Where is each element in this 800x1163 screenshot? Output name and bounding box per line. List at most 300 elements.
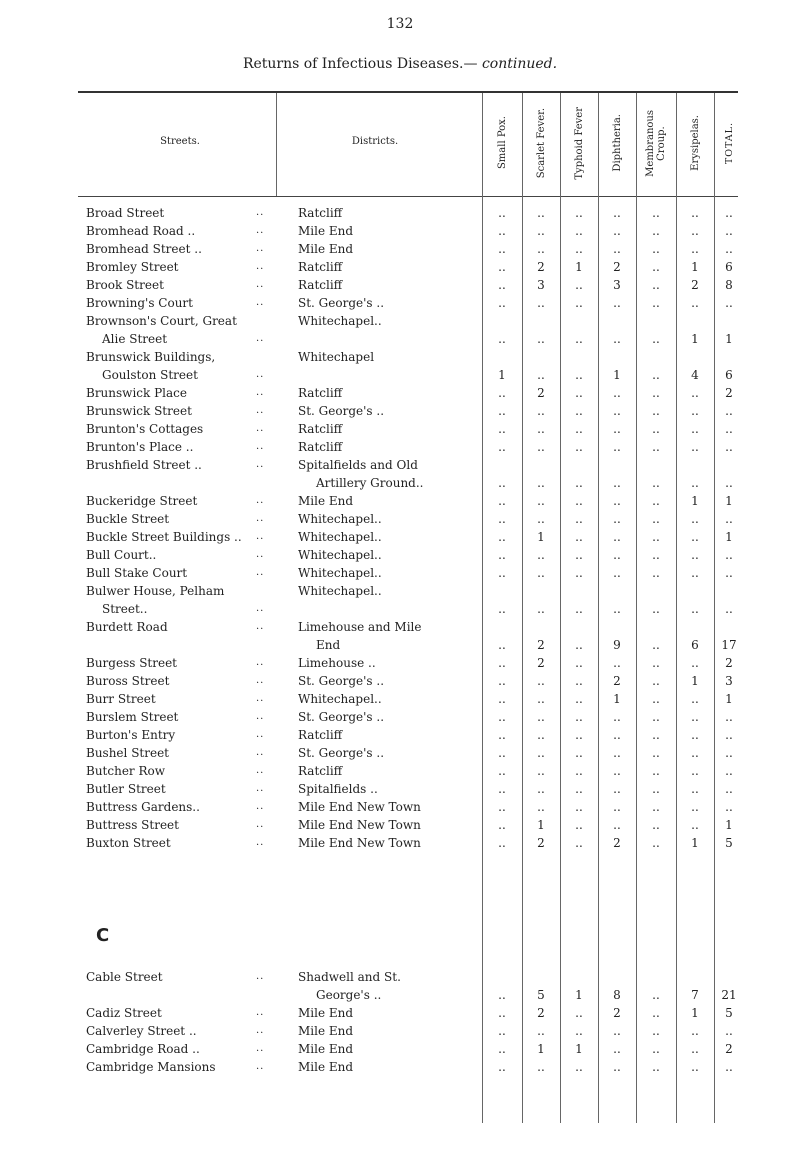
table-cell: 1: [575, 988, 583, 1002]
table-cell: 5: [725, 836, 733, 850]
table-cell: ..: [498, 242, 506, 256]
district-name: George's ..: [316, 988, 382, 1002]
street-name: Bull Court..: [86, 548, 157, 562]
table-cell: ..: [498, 512, 506, 526]
street-name: Brook Street: [86, 278, 164, 292]
table-cell: ..: [575, 728, 583, 742]
table-cell: ..: [613, 566, 621, 580]
table-cell: ..: [691, 386, 699, 400]
table-cell: ..: [613, 1024, 621, 1038]
district-name: Whitechapel..: [298, 692, 382, 706]
table-cell: ..: [613, 296, 621, 310]
table-cell: 1: [691, 332, 699, 346]
table-cell: ..: [498, 548, 506, 562]
table-cell: ..: [613, 404, 621, 418]
table-row-values: [0, 798, 800, 816]
header-typhoid-fever: Typhoid Fever: [573, 106, 585, 180]
table-cell: ..: [725, 746, 733, 760]
leader-dots: ..: [256, 549, 265, 560]
table-cell: ..: [613, 386, 621, 400]
street-name: Calverley Street ..: [86, 1024, 197, 1038]
district-name: St. George's ..: [298, 674, 385, 688]
street-name: Broad Street: [86, 206, 165, 220]
table-cell: 1: [725, 692, 733, 706]
table-cell: ..: [652, 224, 660, 238]
district-name: Mile End New Town: [298, 836, 421, 850]
table-cell: ..: [537, 746, 545, 760]
table-cell: ..: [537, 512, 545, 526]
street-name: Buckle Street: [86, 512, 170, 526]
table-cell: ..: [498, 494, 506, 508]
table-cell: ..: [575, 224, 583, 238]
street-name: Brunton's Place ..: [86, 440, 194, 454]
table-cell: ..: [575, 692, 583, 706]
table-row-values: [0, 294, 800, 312]
header-total: TOTAL.: [723, 121, 735, 165]
leader-dots: ..: [256, 495, 265, 506]
district-name: St. George's ..: [298, 746, 385, 760]
district-name: Ratcliff: [298, 278, 343, 292]
leader-dots: ..: [256, 567, 265, 578]
table-row-values: [0, 330, 800, 348]
leader-dots: ..: [256, 657, 265, 668]
table-cell: ..: [691, 224, 699, 238]
table-cell: ..: [652, 710, 660, 724]
table-row: [0, 968, 800, 986]
table-cell: ..: [725, 566, 733, 580]
table-row-values: [0, 240, 800, 258]
table-cell: ..: [537, 1024, 545, 1038]
table-cell: ..: [725, 548, 733, 562]
table-cell: ..: [725, 242, 733, 256]
leader-dots: ..: [256, 225, 265, 236]
table-cell: ..: [725, 800, 733, 814]
table-cell: ..: [725, 710, 733, 724]
table-row-values: [0, 708, 800, 726]
table-cell: ..: [537, 800, 545, 814]
table-row-values: [0, 690, 800, 708]
table-cell: ..: [537, 404, 545, 418]
table-cell: ..: [613, 782, 621, 796]
street-name: Brunswick Buildings,: [86, 350, 216, 364]
header-streets: Streets.: [160, 136, 200, 147]
table-row: [0, 456, 800, 474]
table-cell: ..: [652, 530, 660, 544]
district-name: Limehouse and Mile: [298, 620, 422, 634]
table-cell: 6: [725, 368, 733, 382]
table-cell: ..: [613, 746, 621, 760]
table-cell: ..: [498, 988, 506, 1002]
table-cell: ..: [652, 638, 660, 652]
district-name: Ratcliff: [298, 440, 343, 454]
street-name: Burslem Street: [86, 710, 179, 724]
table-cell: ..: [691, 566, 699, 580]
table-cell: ..: [652, 782, 660, 796]
leader-dots: ..: [256, 675, 265, 686]
table-cell: ..: [652, 476, 660, 490]
table-cell: ..: [498, 674, 506, 688]
table-cell: ..: [498, 638, 506, 652]
street-name: Burgess Street: [86, 656, 178, 670]
table-cell: 2: [725, 1042, 733, 1056]
leader-dots: ..: [256, 297, 265, 308]
table-cell: ..: [498, 728, 506, 742]
table-cell: ..: [575, 206, 583, 220]
table-cell: ..: [725, 1060, 733, 1074]
table-cell: ..: [725, 1024, 733, 1038]
table-cell: 1: [691, 674, 699, 688]
street-name: Butler Street: [86, 782, 166, 796]
table-cell: ..: [498, 1024, 506, 1038]
table-row-values: [0, 780, 800, 798]
table-cell: ..: [725, 440, 733, 454]
table-cell: 1: [537, 818, 545, 832]
table-cell: ..: [537, 674, 545, 688]
street-name: Bushel Street: [86, 746, 169, 760]
table-cell: ..: [537, 224, 545, 238]
table-cell: ..: [498, 404, 506, 418]
table-cell: ..: [725, 782, 733, 796]
table-cell: ..: [725, 422, 733, 436]
table-cell: ..: [613, 512, 621, 526]
street-name: Cable Street: [86, 970, 163, 984]
street-name: Cambridge Mansions: [86, 1060, 216, 1074]
table-row-values: [0, 438, 800, 456]
leader-dots: ..: [256, 819, 265, 830]
table-cell: ..: [691, 530, 699, 544]
table-cell: ..: [652, 764, 660, 778]
leader-dots: ..: [256, 513, 265, 524]
table-cell: ..: [537, 440, 545, 454]
table-cell: ..: [652, 728, 660, 742]
table-cell: 2: [691, 278, 699, 292]
leader-dots: ..: [256, 1025, 265, 1036]
table-row-values: [0, 546, 800, 564]
table-cell: 6: [725, 260, 733, 274]
district-name: Spitalfields and Old: [298, 458, 418, 472]
table-cell: ..: [652, 278, 660, 292]
table-cell: ..: [575, 800, 583, 814]
table-cell: 17: [721, 638, 737, 652]
leader-dots: ..: [256, 837, 265, 848]
table-row-values: [0, 636, 800, 654]
table-cell: ..: [613, 818, 621, 832]
table-cell: ..: [613, 1060, 621, 1074]
district-name: Whitechapel..: [298, 314, 382, 328]
street-name: Bromhead Street ..: [86, 242, 202, 256]
header-diphtheria: Diphtheria.: [611, 114, 623, 172]
leader-dots: ..: [256, 441, 265, 452]
table-cell: ..: [691, 602, 699, 616]
table-cell: ..: [613, 656, 621, 670]
table-cell: ..: [498, 440, 506, 454]
street-name: Buckle Street Buildings ..: [86, 530, 242, 544]
table-row-values: [0, 366, 800, 384]
table-cell: 3: [725, 674, 733, 688]
table-cell: ..: [575, 548, 583, 562]
table-row: [0, 618, 800, 636]
table-cell: ..: [537, 422, 545, 436]
table-cell: 1: [725, 494, 733, 508]
table-cell: ..: [537, 242, 545, 256]
table-cell: ..: [652, 548, 660, 562]
table-cell: ..: [537, 332, 545, 346]
table-cell: 7: [691, 988, 699, 1002]
street-name: Bull Stake Court: [86, 566, 188, 580]
table-cell: ..: [575, 656, 583, 670]
leader-dots: ..: [256, 279, 265, 290]
district-name: St. George's ..: [298, 296, 385, 310]
street-name: Browning's Court: [86, 296, 193, 310]
table-cell: ..: [652, 566, 660, 580]
district-name: Whitechapel..: [298, 530, 382, 544]
street-name: Bromley Street: [86, 260, 179, 274]
table-cell: ..: [575, 242, 583, 256]
street-name: Buttress Street: [86, 818, 179, 832]
district-name: Ratcliff: [298, 260, 343, 274]
table-cell: ..: [498, 476, 506, 490]
header-districts: Districts.: [351, 136, 399, 147]
leader-dots: ..: [256, 765, 265, 776]
table-cell: 2: [537, 1006, 545, 1020]
header-erysipelas: Erysipelas.: [689, 115, 701, 171]
leader-dots: ..: [256, 531, 265, 542]
district-name: Ratcliff: [298, 206, 343, 220]
table-cell: ..: [575, 440, 583, 454]
leader-dots: ..: [256, 333, 265, 344]
table-cell: ..: [725, 728, 733, 742]
table-cell: ..: [725, 296, 733, 310]
table-cell: ..: [613, 728, 621, 742]
table-cell: 1: [498, 368, 506, 382]
district-name: Ratcliff: [298, 422, 343, 436]
table-cell: ..: [498, 422, 506, 436]
district-name: Mile End: [298, 1006, 354, 1020]
table-cell: ..: [691, 1024, 699, 1038]
table-cell: ..: [691, 1042, 699, 1056]
table-cell: ..: [652, 404, 660, 418]
table-cell: ..: [498, 278, 506, 292]
leader-dots: ..: [256, 783, 265, 794]
district-name: Spitalfields ..: [298, 782, 378, 796]
table-cell: ..: [613, 224, 621, 238]
table-cell: 1: [613, 692, 621, 706]
table-row-values: [0, 600, 800, 618]
table-cell: ..: [691, 782, 699, 796]
table-row-values: [0, 1040, 800, 1058]
table-cell: ..: [725, 512, 733, 526]
table-row-values: [0, 474, 800, 492]
table-row-values: [0, 672, 800, 690]
table-cell: 8: [613, 988, 621, 1002]
table-cell: ..: [691, 548, 699, 562]
table-cell: ..: [652, 386, 660, 400]
table-cell: ..: [575, 1006, 583, 1020]
table-cell: 1: [691, 1006, 699, 1020]
table-cell: ..: [613, 800, 621, 814]
leader-dots: ..: [256, 603, 265, 614]
section-letter: C: [96, 925, 110, 946]
table-cell: ..: [691, 818, 699, 832]
table-cell: ..: [498, 764, 506, 778]
table-cell: ..: [725, 224, 733, 238]
table-cell: ..: [613, 476, 621, 490]
table-cell: ..: [537, 710, 545, 724]
table-cell: ..: [691, 296, 699, 310]
leader-dots: ..: [256, 1043, 265, 1054]
table-cell: 6: [691, 638, 699, 652]
table-cell: ..: [498, 656, 506, 670]
table-cell: ..: [691, 728, 699, 742]
table-row-values: [0, 510, 800, 528]
table-cell: 1: [537, 530, 545, 544]
page-title-suffix: continued.: [481, 56, 558, 72]
table-cell: ..: [537, 548, 545, 562]
table-cell: ..: [652, 602, 660, 616]
table-cell: ..: [652, 1006, 660, 1020]
district-name: Ratcliff: [298, 386, 343, 400]
table-cell: ..: [498, 1060, 506, 1074]
table-cell: ..: [725, 764, 733, 778]
table-cell: ..: [575, 404, 583, 418]
table-cell: 1: [613, 368, 621, 382]
table-cell: 9: [613, 638, 621, 652]
table-cell: ..: [613, 422, 621, 436]
table-cell: ..: [652, 1042, 660, 1056]
table-cell: ..: [575, 530, 583, 544]
leader-dots: ..: [256, 711, 265, 722]
street-name: Brunswick Place: [86, 386, 187, 400]
street-name: Brunswick Street: [86, 404, 192, 418]
leader-dots: ..: [256, 369, 265, 380]
table-row-values: [0, 204, 800, 222]
street-name: Burr Street: [86, 692, 156, 706]
table-cell: ..: [652, 656, 660, 670]
table-cell: ..: [613, 494, 621, 508]
leader-dots: ..: [256, 693, 265, 704]
table-row-values: [0, 276, 800, 294]
table-cell: ..: [537, 602, 545, 616]
table-cell: ..: [652, 1024, 660, 1038]
table-cell: ..: [652, 674, 660, 688]
table-cell: 2: [537, 386, 545, 400]
district-name: Shadwell and St.: [298, 970, 401, 984]
table-cell: ..: [575, 764, 583, 778]
table-cell: ..: [652, 440, 660, 454]
table-cell: ..: [498, 836, 506, 850]
leader-dots: ..: [256, 261, 265, 272]
street-name: Brushfield Street ..: [86, 458, 202, 472]
table-cell: ..: [498, 206, 506, 220]
district-name: Whitechapel: [298, 350, 375, 364]
table-cell: ..: [691, 476, 699, 490]
street-name: Street..: [102, 602, 148, 616]
table-cell: 2: [537, 836, 545, 850]
table-cell: ..: [498, 692, 506, 706]
table-cell: ..: [498, 530, 506, 544]
table-row-values: [0, 654, 800, 672]
table-cell: ..: [691, 242, 699, 256]
table-cell: ..: [613, 764, 621, 778]
table-cell: ..: [652, 988, 660, 1002]
district-name: Mile End: [298, 1042, 354, 1056]
table-cell: ..: [613, 710, 621, 724]
page-title-main: Returns of Infectious Diseases.—: [242, 56, 478, 72]
table-cell: ..: [652, 818, 660, 832]
street-name: Buttress Gardens..: [86, 800, 200, 814]
table-cell: ..: [613, 548, 621, 562]
table-row: [0, 312, 800, 330]
table-cell: ..: [498, 818, 506, 832]
street-name: Buxton Street: [86, 836, 171, 850]
table-cell: ..: [575, 332, 583, 346]
header-membranous-croup: Membranous Croup.: [645, 109, 667, 177]
table-cell: ..: [691, 1060, 699, 1074]
table-cell: 8: [725, 278, 733, 292]
table-cell: ..: [613, 440, 621, 454]
table-cell: ..: [498, 1006, 506, 1020]
leader-dots: ..: [256, 621, 265, 632]
table-cell: ..: [537, 476, 545, 490]
district-name: Ratcliff: [298, 728, 343, 742]
table-cell: ..: [613, 206, 621, 220]
table-cell: 2: [613, 674, 621, 688]
district-name: Mile End New Town: [298, 818, 421, 832]
leader-dots: ..: [256, 207, 265, 218]
district-name: St. George's ..: [298, 404, 385, 418]
street-name: Buckeridge Street: [86, 494, 198, 508]
table-cell: ..: [575, 1024, 583, 1038]
table-row: [0, 348, 800, 366]
table-cell: 1: [537, 1042, 545, 1056]
district-name: Mile End: [298, 242, 354, 256]
table-cell: ..: [691, 764, 699, 778]
table-cell: ..: [537, 566, 545, 580]
table-cell: ..: [691, 656, 699, 670]
street-name: Buross Street: [86, 674, 170, 688]
district-name: Mile End New Town: [298, 800, 421, 814]
table-cell: ..: [575, 386, 583, 400]
table-cell: ..: [575, 638, 583, 652]
leader-dots: ..: [256, 1061, 265, 1072]
street-name: Butcher Row: [86, 764, 166, 778]
table-cell: ..: [652, 692, 660, 706]
table-row-values: [0, 222, 800, 240]
table-cell: 3: [537, 278, 545, 292]
table-row-values: [0, 744, 800, 762]
table-cell: 3: [613, 278, 621, 292]
table-cell: ..: [652, 512, 660, 526]
leader-dots: ..: [256, 387, 265, 398]
table-row-values: [0, 1058, 800, 1076]
table-cell: ..: [575, 782, 583, 796]
table-cell: ..: [691, 746, 699, 760]
table-cell: ..: [498, 710, 506, 724]
table-row-values: [0, 258, 800, 276]
table-cell: ..: [537, 368, 545, 382]
table-cell: ..: [498, 332, 506, 346]
table-cell: ..: [652, 368, 660, 382]
table-cell: ..: [498, 602, 506, 616]
table-cell: ..: [575, 296, 583, 310]
district-name: St. George's ..: [298, 710, 385, 724]
table-cell: ..: [652, 836, 660, 850]
table-cell: ..: [652, 1060, 660, 1074]
district-name: Whitechapel..: [298, 548, 382, 562]
table-cell: ..: [652, 206, 660, 220]
table-cell: ..: [652, 242, 660, 256]
table-cell: ..: [537, 782, 545, 796]
